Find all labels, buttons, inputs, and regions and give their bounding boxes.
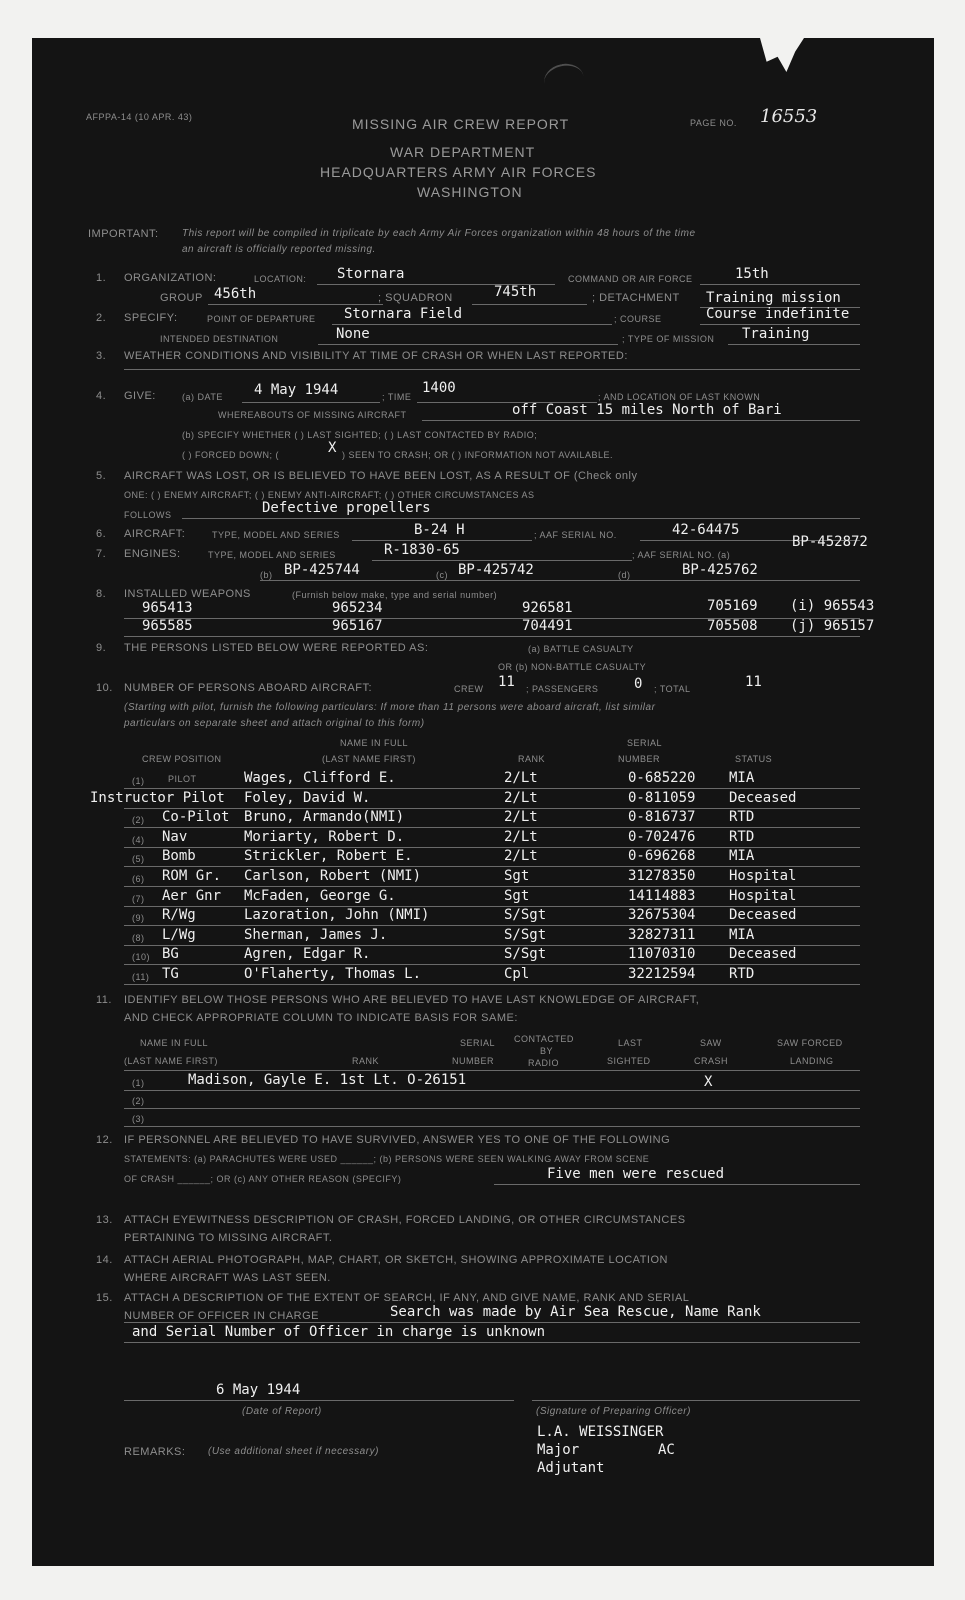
crew-rank: Cpl (504, 966, 530, 982)
crew-row-index: (2) (132, 815, 145, 825)
kn-col-last1: LAST (618, 1038, 643, 1048)
date-label: (a) DATE (182, 392, 223, 402)
mission-value: Training (742, 326, 810, 342)
crew-name: Wages, Clifford E. (244, 770, 396, 786)
item-11-num: 11. (96, 994, 112, 1006)
crew-rank: 2/Lt (504, 809, 538, 825)
engine-d-label: (d) (618, 570, 631, 580)
item-12-num: 12. (96, 1134, 113, 1146)
weapon-e: 965585 (142, 618, 193, 634)
rule (124, 886, 860, 887)
search-line1: ATTACH A DESCRIPTION OF THE EXTENT OF SEARCH, IF ANY, AND GIVE NAME, RANK AND SERIAL (124, 1292, 690, 1304)
kn-col-forced1: SAW FORCED (777, 1038, 843, 1048)
weapons-label: INSTALLED WEAPONS (124, 588, 251, 600)
destination-label: INTENDED DESTINATION (160, 334, 279, 344)
rule (332, 324, 612, 325)
rule (124, 1090, 860, 1091)
aerial-line1: ATTACH AERIAL PHOTOGRAPH, MAP, CHART, OR SKETCH, SHOWING APPROXIMATE LOCATION (124, 1254, 668, 1266)
crew-row-index: (4) (132, 835, 145, 845)
col-rank: RANK (518, 754, 546, 764)
crew-position: Bomb (162, 848, 196, 864)
rule (124, 1322, 860, 1323)
torn-corner (760, 38, 804, 72)
rule (124, 1400, 514, 1401)
crew-serial: 0-685220 (628, 770, 696, 786)
aircraft-serial: 42-64475 (672, 522, 740, 538)
item-14-num: 14. (96, 1254, 113, 1266)
rule (208, 304, 383, 305)
crew-rank: Sgt (504, 868, 530, 884)
weapon-b: 965234 (332, 600, 383, 616)
total-count: 11 (745, 674, 762, 690)
rule (260, 580, 860, 581)
survival-answer: Five men were rescued (547, 1166, 725, 1182)
loss-time: 1400 (422, 380, 456, 396)
crew-rank: 2/Lt (504, 770, 538, 786)
kn-col-contact3: RADIO (528, 1058, 560, 1068)
course-label: ; COURSE (614, 314, 662, 324)
command-label: COMMAND OR AIR FORCE (568, 274, 693, 284)
crew-name: Strickler, Robert E. (244, 848, 413, 864)
important-line1: This report will be compiled in triplicate by each Army Air Forces organization within 48 hours of the time (182, 228, 696, 239)
item-3-num: 3. (96, 350, 107, 362)
crew-rank: Sgt (504, 888, 530, 904)
lost-result-line1: AIRCRAFT WAS LOST, OR IS BELIEVED TO HAVE BEEN LOST, AS A RESULT OF (Check only (124, 470, 638, 482)
rule (182, 518, 860, 519)
rule (124, 1108, 860, 1109)
officer-title: Adjutant (537, 1460, 605, 1476)
detachment-value: Training mission (706, 290, 841, 306)
kn-row3-idx: (3) (132, 1114, 145, 1124)
engine-type-label: TYPE, MODEL AND SERIES (208, 550, 336, 560)
remarks-label: REMARKS: (124, 1446, 186, 1458)
seen-to-crash-line: ) SEEN TO CRASH; OR ( ) INFORMATION NOT AVAILABLE. (342, 450, 614, 460)
item-2-num: 2. (96, 312, 107, 324)
rule (532, 1400, 860, 1401)
crew-status: MIA (729, 770, 755, 786)
search-line2: NUMBER OF OFFICER IN CHARGE (124, 1310, 320, 1322)
crew-serial: 0-811059 (628, 790, 696, 806)
col-position: CREW POSITION (142, 754, 222, 764)
give-label: GIVE: (124, 390, 156, 402)
crew-position: PILOT (168, 774, 197, 784)
crew-status: Deceased (729, 790, 797, 806)
weapon-d: 705169 (707, 598, 758, 614)
weather-label: WEATHER CONDITIONS AND VISIBILITY AT TIME OF CRASH OR WHEN LAST REPORTED: (124, 350, 628, 362)
identify-line2: AND CHECK APPROPRIATE COLUMN TO INDICATE BASIS FOR SAME: (124, 1012, 518, 1024)
passenger-count: 0 (634, 676, 643, 692)
detachment-label: ; DETACHMENT (592, 292, 680, 304)
crew-position: TG (162, 966, 179, 982)
aircraft-type-label: TYPE, MODEL AND SERIES (212, 530, 340, 540)
rule (124, 866, 860, 867)
city-title: WASHINGTON (417, 184, 523, 200)
crew-position: R/Wg (162, 907, 196, 923)
engine-serial-a: BP-452872 (792, 534, 868, 550)
rule (124, 925, 860, 926)
important-line2: an aircraft is officially reported missing. (182, 244, 376, 255)
engines-label: ENGINES: (124, 548, 181, 560)
kn-col-name1: NAME IN FULL (140, 1038, 209, 1048)
officer-name: L.A. WEISSINGER (537, 1424, 664, 1440)
crew-position: Aer Gnr (162, 888, 222, 904)
squadron-value: 745th (494, 284, 537, 300)
col-serial2: NUMBER (618, 754, 661, 764)
persons-listed-label: THE PERSONS LISTED BELOW WERE REPORTED AS: (124, 642, 429, 654)
crew-status: Hospital (729, 868, 797, 884)
rule (124, 636, 860, 637)
crew-position: Co-Pilot (162, 809, 230, 825)
item-9-num: 9. (96, 642, 107, 654)
weapon-c: 926581 (522, 600, 573, 616)
item-1-num: 1. (96, 272, 107, 284)
item-10-num: 10. (96, 682, 113, 694)
rule (422, 420, 860, 421)
rule (700, 284, 860, 285)
crew-status: RTD (729, 809, 755, 825)
col-name2: (LAST NAME FIRST) (322, 754, 416, 764)
lost-result-line2: ONE: ( ) ENEMY AIRCRAFT; ( ) ENEMY ANTI-AIRCRAFT; ( ) OTHER CIRCUMSTANCES AS (124, 490, 535, 500)
engine-serial-label: ; AAF SERIAL NO. (a) (632, 550, 731, 560)
persons-note2: particulars on separate sheet and attach original to this form) (124, 718, 425, 729)
whereabouts-value: off Coast 15 miles North of Bari (512, 402, 782, 418)
kn-col-serial2: NUMBER (452, 1056, 495, 1066)
rule (124, 1070, 860, 1071)
crew-rank: 2/Lt (504, 848, 538, 864)
passengers-label: ; PASSENGERS (526, 684, 599, 694)
battle-casualty-label: (a) BATTLE CASUALTY (528, 644, 634, 654)
seen-to-crash-mark: X (328, 440, 337, 456)
weapon-a: 965413 (142, 600, 193, 616)
col-status: STATUS (735, 754, 773, 764)
kn-col-contact1: CONTACTED (514, 1034, 574, 1044)
crew-serial: 0-702476 (628, 829, 696, 845)
kn-col-serial1: SERIAL (460, 1038, 496, 1048)
engine-serial-d: BP-425762 (682, 562, 758, 578)
survived-line1: IF PERSONNEL ARE BELIEVED TO HAVE SURVIVED, ANSWER YES TO ONE OF THE FOLLOWING (124, 1134, 671, 1146)
weapon-g: 704491 (522, 618, 573, 634)
loss-date: 4 May 1944 (254, 382, 339, 398)
page-no-label: PAGE NO. (690, 118, 737, 128)
weapon-i: (i) 965543 (790, 598, 875, 614)
kn-col-saw2: CRASH (694, 1056, 729, 1066)
item-7-num: 7. (96, 548, 107, 560)
page-number: 16553 (760, 106, 818, 127)
location-label: LOCATION: (254, 274, 307, 284)
rule (728, 344, 860, 345)
identify-line1: IDENTIFY BELOW THOSE PERSONS WHO ARE BELIEVED TO HAVE LAST KNOWLEDGE OF AIRCRAFT, (124, 994, 700, 1006)
kn-col-last2: SIGHTED (607, 1056, 651, 1066)
crew-serial: 31278350 (628, 868, 696, 884)
crew-row-index: (1) (132, 776, 145, 786)
col-serial1: SERIAL (627, 738, 663, 748)
crew-row-index: (11) (132, 972, 150, 982)
engine-serial-c: BP-425742 (458, 562, 534, 578)
rule (124, 984, 860, 985)
eyewitness-line1: ATTACH EYEWITNESS DESCRIPTION OF CRASH, FORCED LANDING, OR OTHER CIRCUMSTANCES (124, 1214, 686, 1226)
crew-name: Carlson, Robert (NMI) (244, 868, 422, 884)
crew-row-index: (8) (132, 933, 145, 943)
crew-position: BG (162, 946, 179, 962)
specify-whether-line: (b) SPECIFY WHETHER ( ) LAST SIGHTED; ( ) LAST CONTACTED BY RADIO; (182, 430, 538, 440)
crew-row-index: (9) (132, 913, 145, 923)
stamp-mark (541, 60, 587, 100)
crew-serial: 32827311 (628, 927, 696, 943)
kn-col-contact2: BY (540, 1046, 554, 1056)
crew-position: ROM Gr. (162, 868, 222, 884)
course-value: Course indefinite (706, 306, 850, 322)
non-battle-casualty-label: OR (b) NON-BATTLE CASUALTY (498, 662, 647, 672)
crew-name: Agren, Edgar R. (244, 946, 371, 962)
engine-b-label: (b) (260, 570, 273, 580)
rule (124, 1126, 860, 1127)
crew-position: L/Wg (162, 927, 196, 943)
weapons-sub: (Furnish below make, type and serial number) (292, 590, 498, 600)
rule (494, 1184, 860, 1185)
crew-status: RTD (729, 966, 755, 982)
rule (124, 964, 860, 965)
weapon-f: 965167 (332, 618, 383, 634)
weapon-j: (j) 965157 (790, 618, 875, 634)
form-id: AFPPA-14 (10 APR. 43) (86, 112, 193, 122)
engine-type: R-1830-65 (384, 542, 460, 558)
location-value: Stornara (337, 266, 405, 282)
mission-label: ; TYPE OF MISSION (622, 334, 715, 344)
date-of-report-label: (Date of Report) (242, 1406, 322, 1417)
report-date: 6 May 1944 (216, 1382, 301, 1398)
aerial-line2: WHERE AIRCRAFT WAS LAST SEEN. (124, 1272, 331, 1284)
crew-position: Instructor Pilot (90, 790, 225, 806)
rule (242, 402, 380, 403)
engine-c-label: (c) (436, 570, 448, 580)
rule (124, 827, 860, 828)
crew-row-index: (5) (132, 854, 145, 864)
crew-position: Nav (162, 829, 188, 845)
item-4-num: 4. (96, 390, 107, 402)
crew-name: McFaden, George G. (244, 888, 396, 904)
crew-status: Deceased (729, 907, 797, 923)
kn-row1-idx: (1) (132, 1078, 145, 1088)
kn-row1: Madison, Gayle E. 1st Lt. O-26151 (188, 1072, 467, 1088)
weapon-h: 705508 (707, 618, 758, 634)
squadron-label: ; SQUADRON (378, 292, 453, 304)
crew-serial: 32675304 (628, 907, 696, 923)
crew-rank: 2/Lt (504, 790, 538, 806)
group-label: GROUP (160, 292, 203, 304)
crew-name: Moriarty, Robert D. (244, 829, 405, 845)
follows-label: FOLLOWS (124, 510, 172, 520)
eyewitness-line2: PERTAINING TO MISSING AIRCRAFT. (124, 1232, 333, 1244)
item-13-num: 13. (96, 1214, 113, 1226)
officer-rank: Major (537, 1442, 580, 1458)
org-label: ORGANIZATION: (124, 272, 217, 284)
whereabouts-label: WHEREABOUTS OF MISSING AIRCRAFT (218, 410, 407, 420)
crew-count: 11 (498, 674, 515, 690)
crew-status: MIA (729, 848, 755, 864)
item-6-num: 6. (96, 528, 107, 540)
crew-rank: S/Sgt (504, 907, 547, 923)
command-value: 15th (735, 266, 769, 282)
departure-value: Stornara Field (344, 306, 463, 322)
form-title: MISSING AIR CREW REPORT (352, 116, 570, 132)
last-known-label: ; AND LOCATION OF LAST KNOWN (598, 392, 761, 402)
forced-down-line: ( ) FORCED DOWN; ( (182, 450, 279, 460)
destination-value: None (336, 326, 370, 342)
time-label: ; TIME (382, 392, 412, 402)
crew-row-index: (6) (132, 874, 145, 884)
item-8-num: 8. (96, 588, 107, 600)
persons-note1: (Starting with pilot, furnish the following particulars: If more than 11 persons were aboard aircraft, list similar (124, 702, 656, 713)
crew-status: RTD (729, 829, 755, 845)
total-label: ; TOTAL (654, 684, 691, 694)
crew-status: MIA (729, 927, 755, 943)
kn-col-saw1: SAW (700, 1038, 722, 1048)
important-label: IMPORTANT: (88, 228, 159, 240)
kn-row1-saw-crash: X (704, 1074, 713, 1090)
crew-status: Deceased (729, 946, 797, 962)
crew-name: Bruno, Armando(NMI) (244, 809, 405, 825)
report-sheet (32, 38, 934, 1566)
kn-row2-idx: (2) (132, 1096, 145, 1106)
group-value: 456th (214, 286, 257, 302)
persons-aboard-label: NUMBER OF PERSONS ABOARD AIRCRAFT: (124, 682, 373, 694)
departure-label: POINT OF DEPARTURE (207, 314, 316, 324)
rule (124, 788, 860, 789)
specify-label: SPECIFY: (124, 312, 178, 324)
signature-label: (Signature of Preparing Officer) (536, 1406, 691, 1417)
crew-status: Hospital (729, 888, 797, 904)
rule (318, 344, 618, 345)
aircraft-type: B-24 H (414, 522, 465, 538)
crew-rank: 2/Lt (504, 829, 538, 845)
crew-name: Sherman, James J. (244, 927, 388, 943)
engine-serial-b: BP-425744 (284, 562, 360, 578)
kn-col-forced2: LANDING (790, 1056, 834, 1066)
aircraft-serial-label: ; AAF SERIAL NO. (534, 530, 617, 540)
loss-reason: Defective propellers (262, 500, 431, 516)
crew-serial: 14114883 (628, 888, 696, 904)
kn-col-rank: RANK (352, 1056, 380, 1066)
rule (372, 560, 632, 561)
item-15-num: 15. (96, 1292, 113, 1304)
col-name1: NAME IN FULL (340, 738, 409, 748)
crew-label: CREW (454, 684, 484, 694)
survived-line3: OF CRASH ______; OR (c) ANY OTHER REASON (SPECIFY) (124, 1174, 402, 1184)
search-text2: and Serial Number of Officer in charge is unknown (132, 1324, 546, 1340)
rule (124, 1342, 860, 1343)
crew-name: O'Flaherty, Thomas L. (244, 966, 422, 982)
remarks-note: (Use additional sheet if necessary) (208, 1446, 379, 1457)
survived-line2: STATEMENTS: (a) PARACHUTES WERE USED ______; (b) PERSONS WERE SEEN WALKING AWAY FROM SCENE (124, 1154, 650, 1164)
dept-title: WAR DEPARTMENT (390, 144, 536, 160)
kn-col-name2: (LAST NAME FIRST) (124, 1056, 218, 1066)
rule (352, 540, 532, 541)
crew-row-index: (10) (132, 952, 151, 962)
rule (700, 324, 860, 325)
crew-serial: 0-816737 (628, 809, 696, 825)
crew-rank: S/Sgt (504, 946, 547, 962)
crew-name: Lazoration, John (NMI) (244, 907, 430, 923)
crew-name: Foley, David W. (244, 790, 371, 806)
item-5-num: 5. (96, 470, 107, 482)
crew-serial: 0-696268 (628, 848, 696, 864)
rule (472, 304, 587, 305)
aircraft-label: AIRCRAFT: (124, 528, 186, 540)
crew-rank: S/Sgt (504, 927, 547, 943)
officer-branch: AC (658, 1442, 675, 1458)
crew-serial: 32212594 (628, 966, 696, 982)
rule (124, 369, 860, 370)
hq-title: HEADQUARTERS ARMY AIR FORCES (320, 164, 597, 180)
crew-serial: 11070310 (628, 946, 696, 962)
search-text1: Search was made by Air Sea Rescue, Name Rank (390, 1304, 761, 1320)
crew-row-index: (7) (132, 894, 145, 904)
